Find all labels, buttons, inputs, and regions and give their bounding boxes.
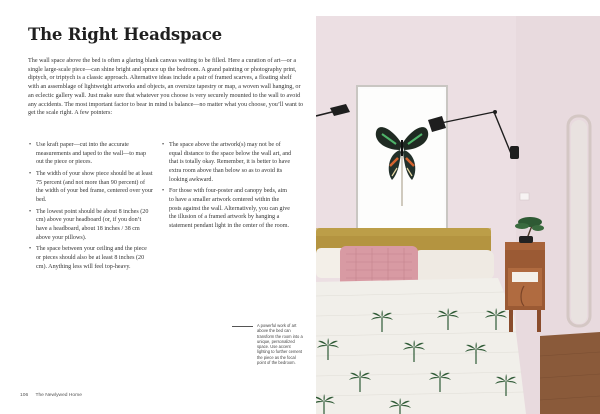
- pointer-list-right: [162, 141, 292, 234]
- bullet-glyph: •: [29, 142, 32, 148]
- caption-rule: [232, 326, 253, 327]
- page-number: 106: [20, 393, 29, 398]
- pointer-item: [162, 141, 292, 184]
- intro-paragraph: The wall space above the bed is often a glaring blank canvas waiting to be filled. Here a curation of art—or a single large-scale piece—can shine bright and spruce up the bedroom. A grand painting or photography print, diptych, or triptych is a classic approach. Alternative ideas include a pair of framed scarves, a floating shelf with an assemblage of lightweight artworks and objects, an oversize tapestry or map, a woven wall hanging, or an eclectic gallery wall. Just make sure that whatever you choose is very securely mounted to the wall to avoid any accidents. The most important factor to bear in mind is balance—no matter what you choose, you’ll want to get the scale right. A few pointers:: [28, 58, 304, 117]
- wall-outlet: [520, 193, 529, 200]
- pointer-item: [29, 245, 153, 271]
- floor-mirror: [568, 116, 590, 326]
- bedroom-photo: [316, 16, 600, 414]
- bullet-glyph: •: [162, 142, 165, 148]
- book-title: The Newlywed Home: [35, 393, 82, 398]
- bullet-glyph: •: [29, 208, 32, 215]
- bullet-glyph: •: [29, 170, 32, 177]
- bullet-glyph: •: [29, 246, 32, 253]
- pointer-text: Use kraft paper—cut into the accurate measurements and taped to the wall—to map out the piece or pieces.: [36, 142, 146, 166]
- palm-quilt: [316, 278, 526, 414]
- pointer-item: [162, 187, 292, 230]
- pointer-text: The width of your show piece should be at least 75 percent (and not more than 90 percent) of the width of your bed frame, centered over your bed.: [36, 170, 153, 203]
- pointer-list-left: [29, 141, 153, 274]
- page-title: The Right Headspace: [28, 25, 222, 44]
- framed-artwork: [357, 86, 447, 231]
- pointer-text: The space above the artwork(s) may not be of equal distance to the space below the wall art, and that is totally okay. Remember, it is better to have extra room above than below so as to avoid its looking awkward.: [169, 142, 292, 183]
- bullet-glyph: •: [162, 188, 165, 195]
- pointer-item: [29, 170, 153, 205]
- pointer-item: [29, 208, 153, 243]
- folio: [20, 393, 88, 398]
- pointer-text: For those with four-poster and canopy beds, aim to have a smaller artwork centered within the posts against the wall. Alternatively, you can give the illusion of a framed artwork by hanging a statement pendant light in the center of the room.: [169, 188, 290, 229]
- bedroom-illustration: [316, 16, 600, 414]
- wooden-floor: [540, 332, 600, 414]
- pointer-text: The space between your ceiling and the piece or pieces should also be at least 8 inches (20 cm). Anything less will feel top-heavy.: [36, 246, 147, 270]
- photo-caption: A powerful work of art above the bed can transform the room into a unique, personalized space. Use accent lighting to further cement the piece as the focal point of the bedroom.: [257, 323, 303, 366]
- pointer-text: The lowest point should be about 8 inches (20 cm) above your headboard (or, if you don’t have a headboard, about 18 inches / 38 cm above your pillows).: [36, 208, 149, 241]
- pointer-item: [29, 141, 153, 167]
